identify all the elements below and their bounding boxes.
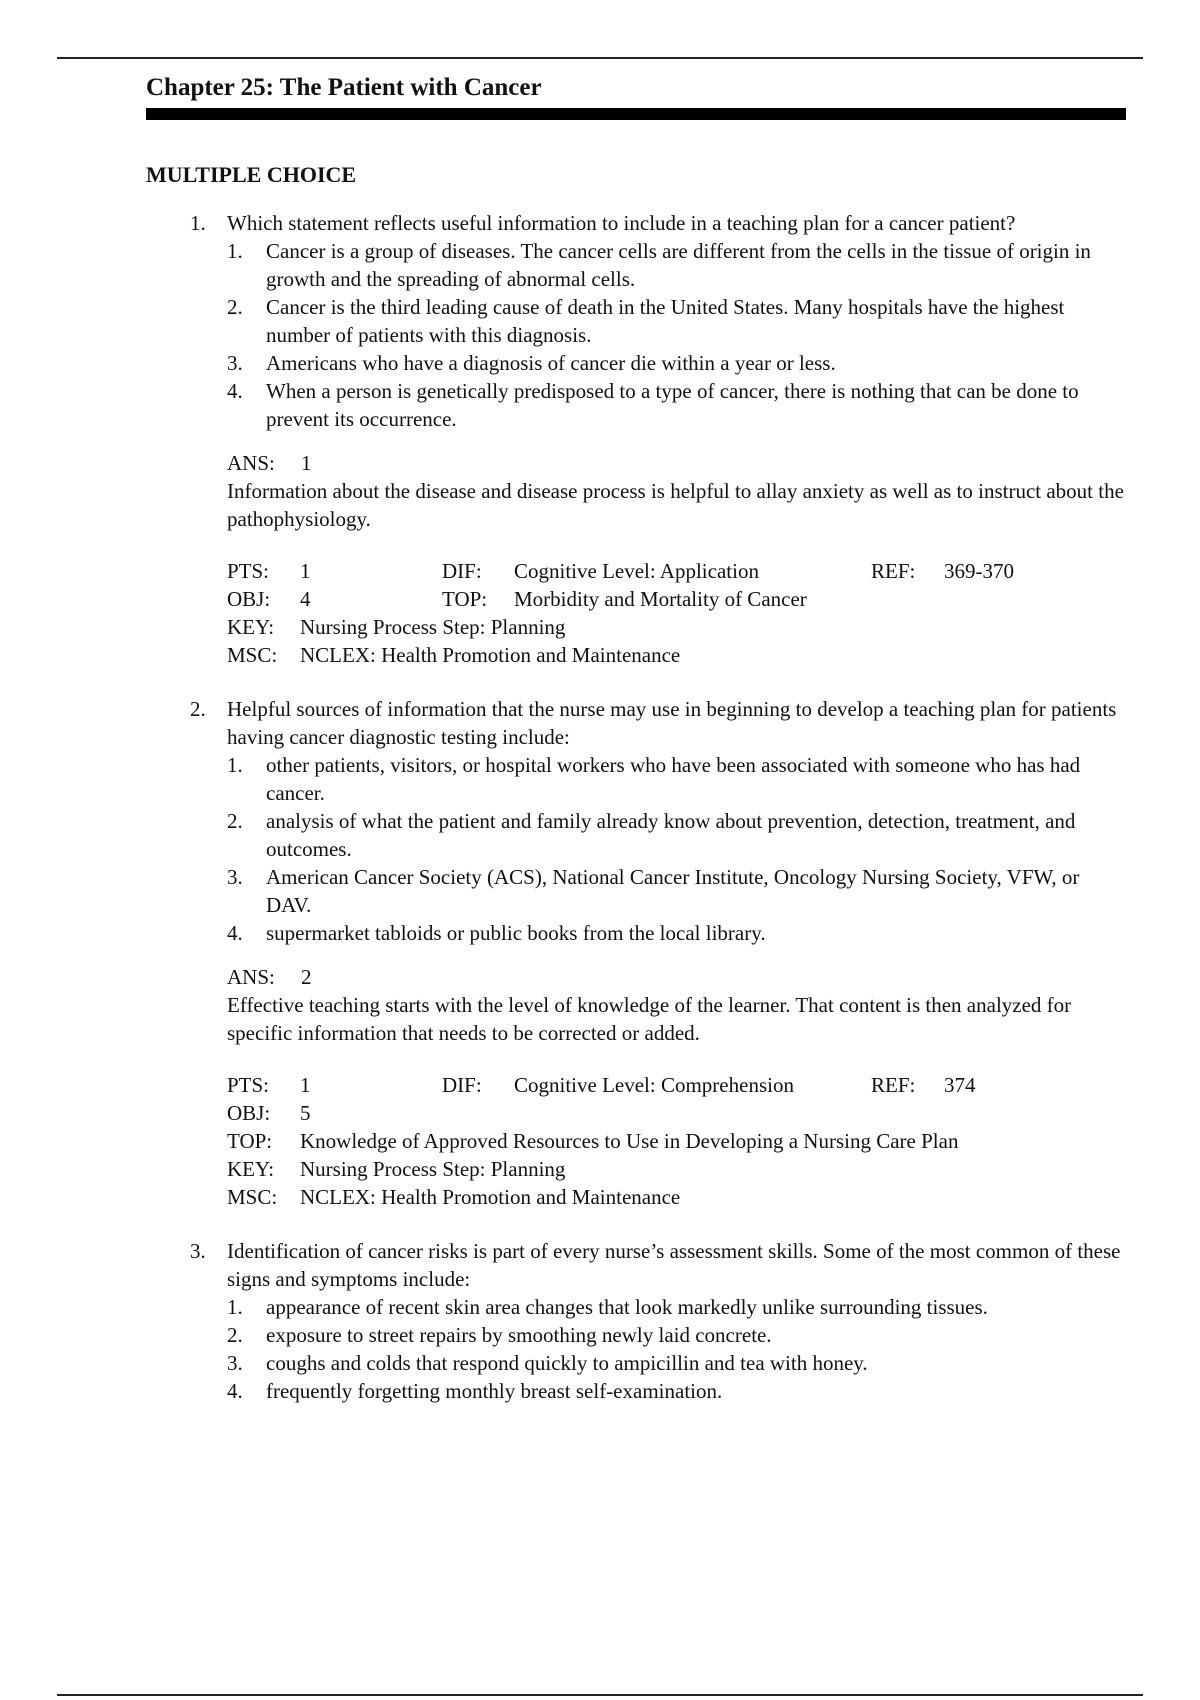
page-top-rule: [57, 57, 1143, 59]
answer-label: ANS:: [227, 965, 275, 989]
dif-value: Cognitive Level: Comprehension: [514, 1073, 794, 1097]
ref-label: REF:: [871, 559, 916, 583]
answer-option: [227, 863, 1126, 919]
option-text: supermarket tabloids or public books from the local library.: [266, 921, 766, 945]
dif-label: DIF:: [442, 1073, 482, 1097]
chapter-title: Chapter 25: The Patient with Cancer: [146, 74, 542, 101]
answer-option: [227, 349, 1126, 377]
msc-label: MSC:: [227, 1185, 278, 1209]
pts-value: 1: [300, 559, 311, 583]
option-number: 4.: [227, 379, 243, 403]
question-stem: Helpful sources of information that the nurse may use in beginning to develop a teaching plan for patients having cancer diagnostic testing include:: [227, 697, 1117, 749]
obj-value: 5: [300, 1101, 311, 1125]
top-label: TOP:: [227, 1129, 273, 1153]
option-text: appearance of recent skin area changes that look markedly unlike surrounding tissues.: [266, 1295, 988, 1319]
msc-value: NCLEX: Health Promotion and Maintenance: [300, 1185, 681, 1209]
answer-label: ANS:: [227, 451, 275, 475]
dif-label: DIF:: [442, 559, 482, 583]
title-underline-bar: [146, 108, 1126, 120]
option-text: American Cancer Society (ACS), National Cancer Institute, Oncology Nursing Society, VFW, or DAV.: [266, 865, 1080, 917]
answer-option: [227, 1293, 1126, 1321]
document-page: [146, 72, 1126, 1405]
dif-value: Cognitive Level: Application: [514, 559, 759, 583]
option-number: 3.: [227, 351, 243, 375]
question-1: [146, 209, 1126, 669]
pts-label: PTS:: [227, 1073, 270, 1097]
question-number: 2.: [190, 697, 206, 721]
pts-label: PTS:: [227, 559, 270, 583]
option-number: 1.: [227, 239, 243, 263]
answer-option: [227, 1321, 1126, 1349]
question-metadata: [227, 557, 1126, 669]
option-text: analysis of what the patient and family already know about prevention, detection, treatment, and outcomes.: [266, 809, 1076, 861]
answer-option: [227, 1377, 1126, 1405]
pts-value: 1: [300, 1073, 311, 1097]
option-number: 3.: [227, 865, 243, 889]
ref-value: 369-370: [944, 559, 1014, 583]
key-value: Nursing Process Step: Planning: [300, 615, 566, 639]
option-number: 2.: [227, 1323, 243, 1347]
option-text: Americans who have a diagnosis of cancer die within a year or less.: [266, 351, 836, 375]
obj-value: 4: [300, 587, 311, 611]
answer-options: [227, 751, 1126, 947]
page-bottom-rule: [57, 1694, 1143, 1696]
option-text: When a person is genetically predisposed to a type of cancer, there is nothing that can be done to prevent its occurrence.: [266, 379, 1079, 431]
answer-option: [227, 751, 1126, 807]
msc-value: NCLEX: Health Promotion and Maintenance: [300, 643, 681, 667]
key-label: KEY:: [227, 615, 275, 639]
msc-label: MSC:: [227, 643, 278, 667]
obj-label: OBJ:: [227, 1101, 271, 1125]
option-number: 4.: [227, 1379, 243, 1403]
option-number: 2.: [227, 295, 243, 319]
answer-options: [227, 237, 1126, 433]
option-text: coughs and colds that respond quickly to ampicillin and tea with honey.: [266, 1351, 868, 1375]
option-number: 4.: [227, 921, 243, 945]
question-stem: Which statement reflects useful information to include in a teaching plan for a cancer patient?: [227, 211, 1016, 235]
option-text: exposure to street repairs by smoothing newly laid concrete.: [266, 1323, 772, 1347]
answer-option: [227, 293, 1126, 349]
option-text: frequently forgetting monthly breast self-examination.: [266, 1379, 723, 1403]
rationale: Effective teaching starts with the level of knowledge of the learner. That content is then analyzed for specific information that needs to be corrected or added.: [227, 993, 1072, 1045]
option-number: 2.: [227, 809, 243, 833]
ref-label: REF:: [871, 1073, 916, 1097]
answer-value: 2: [301, 965, 312, 989]
answer-options: [227, 1293, 1126, 1405]
question-metadata: [227, 1071, 1126, 1211]
question-stem: Identification of cancer risks is part of every nurse’s assessment skills. Some of the most common of these signs and symptoms include:: [227, 1239, 1121, 1291]
question-3: [146, 1237, 1126, 1405]
question-number: 3.: [190, 1239, 206, 1263]
obj-label: OBJ:: [227, 587, 271, 611]
rationale: Information about the disease and disease process is helpful to allay anxiety as well as to instruct about the pathophysiology.: [227, 479, 1124, 531]
ref-value: 374: [944, 1073, 976, 1097]
option-number: 3.: [227, 1351, 243, 1375]
option-text: Cancer is the third leading cause of death in the United States. Many hospitals have the highest number of patients with this diagnosis.: [266, 295, 1065, 347]
answer-option: [227, 237, 1126, 293]
key-label: KEY:: [227, 1157, 275, 1181]
section-title: MULTIPLE CHOICE: [146, 162, 357, 187]
answer-value: 1: [301, 451, 312, 475]
question-2: [146, 695, 1126, 1211]
answer-option: [227, 1349, 1126, 1377]
answer-block: [227, 963, 1126, 1047]
option-text: Cancer is a group of diseases. The cancer cells are different from the cells in the tissue of origin in growth and the spreading of abnormal cells.: [266, 239, 1091, 291]
option-text: other patients, visitors, or hospital workers who have been associated with someone who has had cancer.: [266, 753, 1081, 805]
answer-option: [227, 919, 1126, 947]
answer-option: [227, 377, 1126, 433]
question-number: 1.: [190, 211, 206, 235]
key-value: Nursing Process Step: Planning: [300, 1157, 566, 1181]
option-number: 1.: [227, 1295, 243, 1319]
option-number: 1.: [227, 753, 243, 777]
answer-option: [227, 807, 1126, 863]
top-label: TOP:: [442, 587, 488, 611]
top-value: Morbidity and Mortality of Cancer: [514, 587, 807, 611]
top-value: Knowledge of Approved Resources to Use in Developing a Nursing Care Plan: [300, 1129, 959, 1153]
answer-block: [227, 449, 1126, 533]
